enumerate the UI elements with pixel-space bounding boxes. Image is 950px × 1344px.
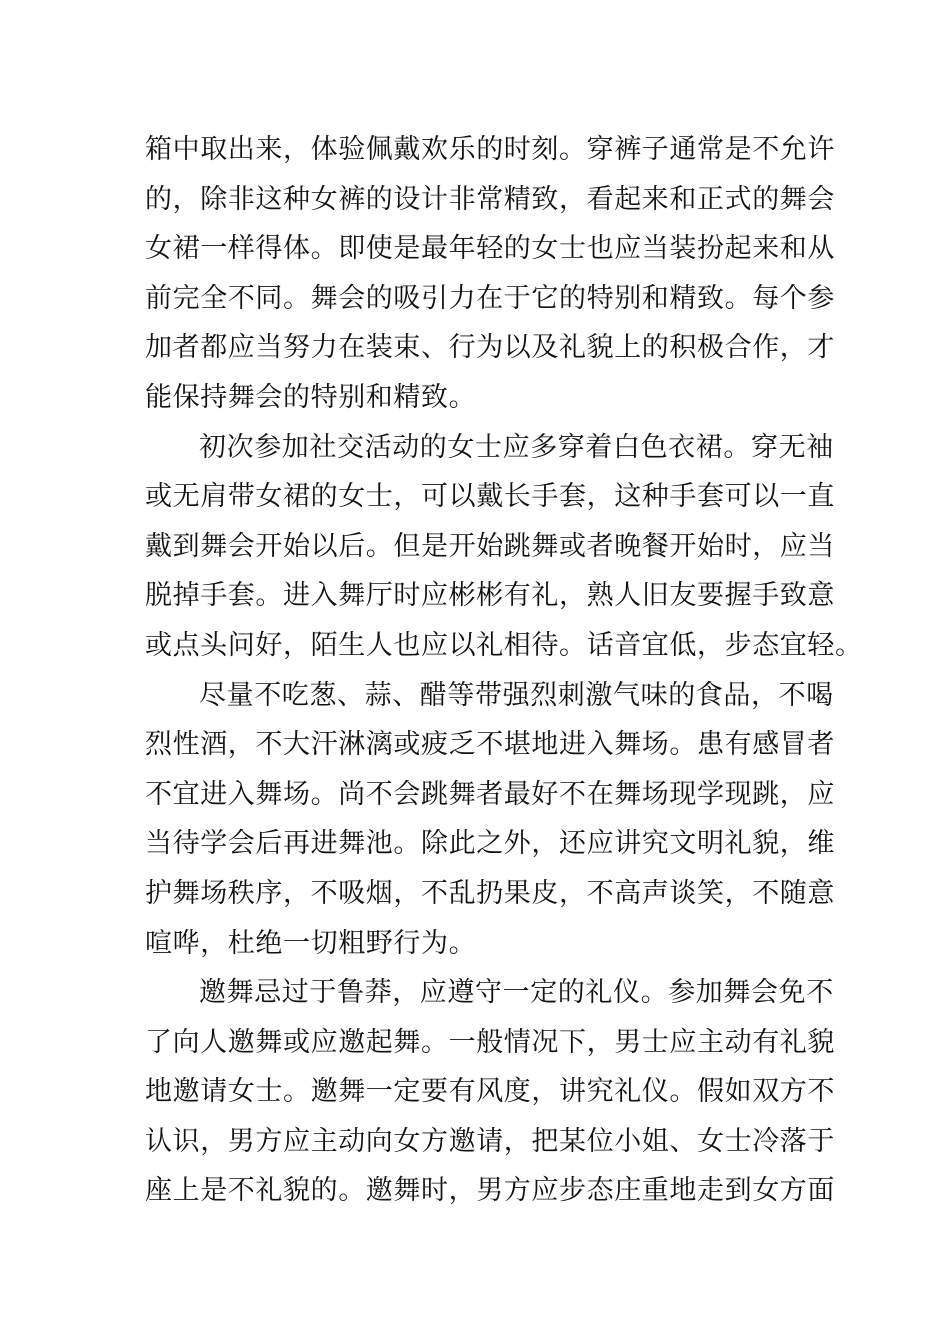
paragraph-first-line: 尽量不吃葱、蒜、醋等带强烈刺激气味的食品，不喝 (199, 679, 834, 711)
text-line: 烈性酒，不大汗淋漓或疲乏不堪地进入舞场。患有感冒者 (145, 729, 835, 761)
text-line: 箱中取出来，体验佩戴欢乐的时刻。穿裤子通常是不允许 (145, 134, 835, 165)
text-line: 加者都应当努力在装束、行为以及礼貌上的积极合作，才 (145, 332, 835, 364)
paragraph-first-line: 邀舞忌过于鲁莽，应遵守一定的礼仪。参加舞会免不 (199, 977, 834, 1009)
text-line: 当待学会后再进舞池。除此之外，还应讲究文明礼貌，维 (145, 828, 835, 860)
text-line: 喧哗，杜绝一切粗野行为。 (145, 927, 477, 959)
text-line: 了向人邀舞或应邀起舞。一般情况下，男士应主动有礼貌 (145, 1026, 835, 1058)
text-line: 戴到舞会开始以后。但是开始跳舞或者晚餐开始时，应当 (145, 530, 835, 562)
paragraph-first-line: 初次参加社交活动的女士应多穿着白色衣裙。穿无袖 (199, 431, 834, 463)
text-line: 前完全不同。舞会的吸引力在于它的特别和精致。每个参 (145, 282, 835, 314)
text-line: 能保持舞会的特别和精致。 (145, 381, 477, 413)
text-line: 不宜进入舞场。尚不会跳舞者最好不在舞场现学现跳，应 (145, 778, 835, 810)
text-line: 的，除非这种女裤的设计非常精致，看起来和正式的舞会 (145, 183, 835, 215)
text-line: 认识，男方应主动向女方邀请，把某位小姐、女士冷落于 (145, 1125, 835, 1157)
body-text (145, 125, 863, 1216)
text-line: 脱掉手套。进入舞厅时应彬彬有礼，熟人旧友要握手致意 (145, 580, 835, 612)
text-line: 地邀请女士。邀舞一定要有风度，讲究礼仪。假如双方不 (145, 1076, 835, 1108)
text-line: 女裙一样得体。即使是最年轻的女士也应当装扮起来和从 (145, 233, 835, 265)
text-line: 护舞场秩序，不吸烟，不乱扔果皮，不高声谈笑，不随意 (145, 877, 835, 909)
text-line: 或点头问好，陌生人也应以礼相待。话音宜低，步态宜轻。 (145, 629, 863, 661)
text-line: 座上是不礼貌的。邀舞时，男方应步态庄重地走到女方面 (145, 1175, 835, 1207)
text-line: 或无肩带女裙的女士，可以戴长手套，这种手套可以一直 (145, 481, 835, 513)
